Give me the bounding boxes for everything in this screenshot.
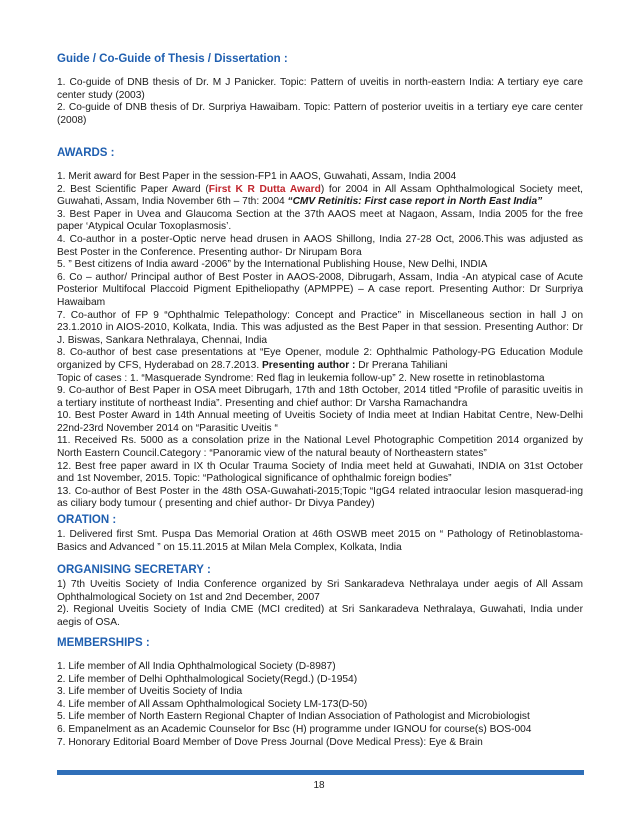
thesis-list [57, 77, 583, 127]
award-item-7: 7. Co-author of FP 9 “Ophthalmic Telepathology: Concept and Practice” in Miscellaneous section in hall J on 23.1.2010 in AIOS-2010, Kolkata, India. This was adjusted as the Best Paper in that session. Presenting Author: Dr J. Biswas, Sankara Nethralaya, Chennai, India [57, 309, 583, 346]
presenting-author-label: Presenting author : [262, 359, 356, 371]
award-item-2-text-a: 2. Best Scientific Paper Award ( [57, 183, 209, 195]
award-item-8-text-b: Dr Prerana Tahiliani [355, 359, 448, 371]
thesis-item: 2. Co-guide of DNB thesis of Dr. Surpriya Hawaibam. Topic: Pattern of posterior uveitis in a tertiary eye care center (2008) [57, 102, 583, 126]
membership-item: 6. Empanelment as an Academic Counselor for Bsc (H) programme under IGNOU for course(s) BOS-004 [57, 723, 532, 735]
award-item-8-text-a: 8. Co-author of best case presentations at “Eye Opener, module 2: Ophthalmic Pathology-PG Education Module organized by CFS, Hyderabad on 28.7.2013. [57, 347, 583, 371]
awards-list [57, 171, 583, 511]
award-item-10: 10. Best Poster Award in 14th Annual meeting of Uveitis Society of India meet at Indian Habitat Centre, New-Delhi 22nd-23rd November 2014 on “Parasitic Uveitis “ [57, 410, 583, 434]
award-item-8 [57, 347, 583, 372]
memberships-list [57, 661, 583, 749]
organising-heading: ORGANISING SECRETARY : [57, 564, 211, 576]
organising-item-1: 1) 7th Uveitis Society of India Conference organized by Sri Sankaradeva Nethralaya under aegis of All Assam Ophthalmological Society on 1st and 2nd December, 2007 [57, 579, 583, 603]
organising-list [57, 579, 583, 629]
award-item-5: 5. ” Best citizens of India award -2006” by the International Publishing House, New Delhi, INDIA [57, 259, 488, 271]
award-item-4: 4. Co-author in a poster-Optic nerve head drusen in AAOS Shillong, India 27-28 Oct, 2006.This was adjusted as Best Poster in the Conference. Presenting author- Dr Nirupam Bora [57, 233, 583, 258]
membership-item: 3. Life member of Uveitis Society of India [57, 686, 243, 698]
memberships-heading: MEMBERSHIPS : [57, 637, 150, 649]
award-item-11: 11. Received Rs. 5000 as a consolation prize in the National Level Photographic Competition 2014 organized by North Eastern Council.Category : “Panoramic view of the natural beauty of Northeastern states” [57, 435, 583, 460]
thesis-heading: Guide / Co-Guide of Thesis / Dissertation : [57, 53, 288, 65]
award-item-2 [57, 184, 583, 209]
membership-item: 2. Life member of Delhi Ophthalmological Society(Regd.) (D-1954) [57, 673, 358, 685]
footer-rule [57, 770, 584, 775]
oration-heading: ORATION : [57, 514, 117, 526]
award-title-emphasis: “CMV Retinitis: First case report in North East India” [287, 196, 543, 208]
award-item-13: 13. Co-author of Best Poster in the 48th OSA-Guwahati-2015;Topic “IgG4 related intraocular lesion masquerad-ing as ciliary body tumour ( presenting and chief author- Dr Divya Pandey) [57, 485, 583, 510]
award-item-9: 9. Co-author of Best Paper in OSA meet Dibrugarh, 17th and 18th October, 2014 titled “Profile of parasitic uveitis in a tertiary institute of northeast India”. Presenting and chief author: Dr Varsha Ramachandra [57, 385, 583, 409]
organising-item-2: 2). Regional Uveitis Society of India CME (MCI credited) at Sri Sankaradeva Nethralaya, Guwahati, India under aegis of OSA. [57, 604, 583, 628]
membership-item: 5. Life member of North Eastern Regional Chapter of Indian Association of Pathologist and Microbiologist [57, 711, 530, 723]
award-item-2-text-b: ) for 2004 in All Assam Ophthalmological Society meet, Guwahati, Assam, India November 6th – 7th: 2004 [57, 183, 583, 208]
award-item-8-topics: Topic of cases : 1. “Masquerade Syndrome: Red flag in leukemia follow-up” 2. New rosette in retinoblastoma [57, 372, 545, 384]
award-item-3: 3. Best Paper in Uvea and Glaucoma Section at the 37th AAOS meet at Nagaon, Assam, India 2005 for the free paper ‘Atypical Ocular Toxoplasmosis’. [57, 208, 583, 233]
award-item-6: 6. Co – author/ Principal author of Best Poster in AAOS-2008, Dibrugarh, Assam, India -An atypical case of Acute Posterior Multifocal Placcoid Pigment Epitheliopathy (APMPPE) – A case report. Presenting Author: Dr Surpriya Hawaibam [57, 271, 583, 308]
membership-item: 1. Life member of All India Ophthalmological Society (D-8987) [57, 661, 336, 672]
page-number: 18 [313, 780, 325, 791]
award-highlight: First K R Dutta Award [208, 183, 321, 195]
award-item-1: 1. Merit award for Best Paper in the session-FP1 in AAOS, Guwahati, Assam, India 2004 [57, 171, 457, 182]
oration-list [57, 529, 583, 554]
membership-item: 7. Honorary Editorial Board Member of Dove Press Journal (Dove Medical Press): Eye & Brain [57, 736, 483, 748]
thesis-item: 1. Co-guide of DNB thesis of Dr. M J Panicker. Topic: Pattern of uveitis in north-eastern India: A tertiary eye care center study (2003) [57, 77, 583, 101]
membership-item: 4. Life member of All Assam Ophthalmological Society LM-173(D-50) [57, 698, 368, 710]
award-item-12: 12. Best free paper award in IX th Ocular Trauma Society of India meet held at Guwahati, INDIA on 31st October and 1st November, 2015. Topic: “Pathological significance of ophthalmic foreign bodies” [57, 460, 583, 485]
awards-heading: AWARDS : [57, 147, 115, 159]
oration-item-1: 1. Delivered first Smt. Puspa Das Memorial Oration at 46th OSWB meet 2015 on “ Pathology of Retinoblastoma-Basics and Advanced ” on 15.11.2015 at Milan Mela Complex, Kolkata, India [57, 529, 583, 553]
